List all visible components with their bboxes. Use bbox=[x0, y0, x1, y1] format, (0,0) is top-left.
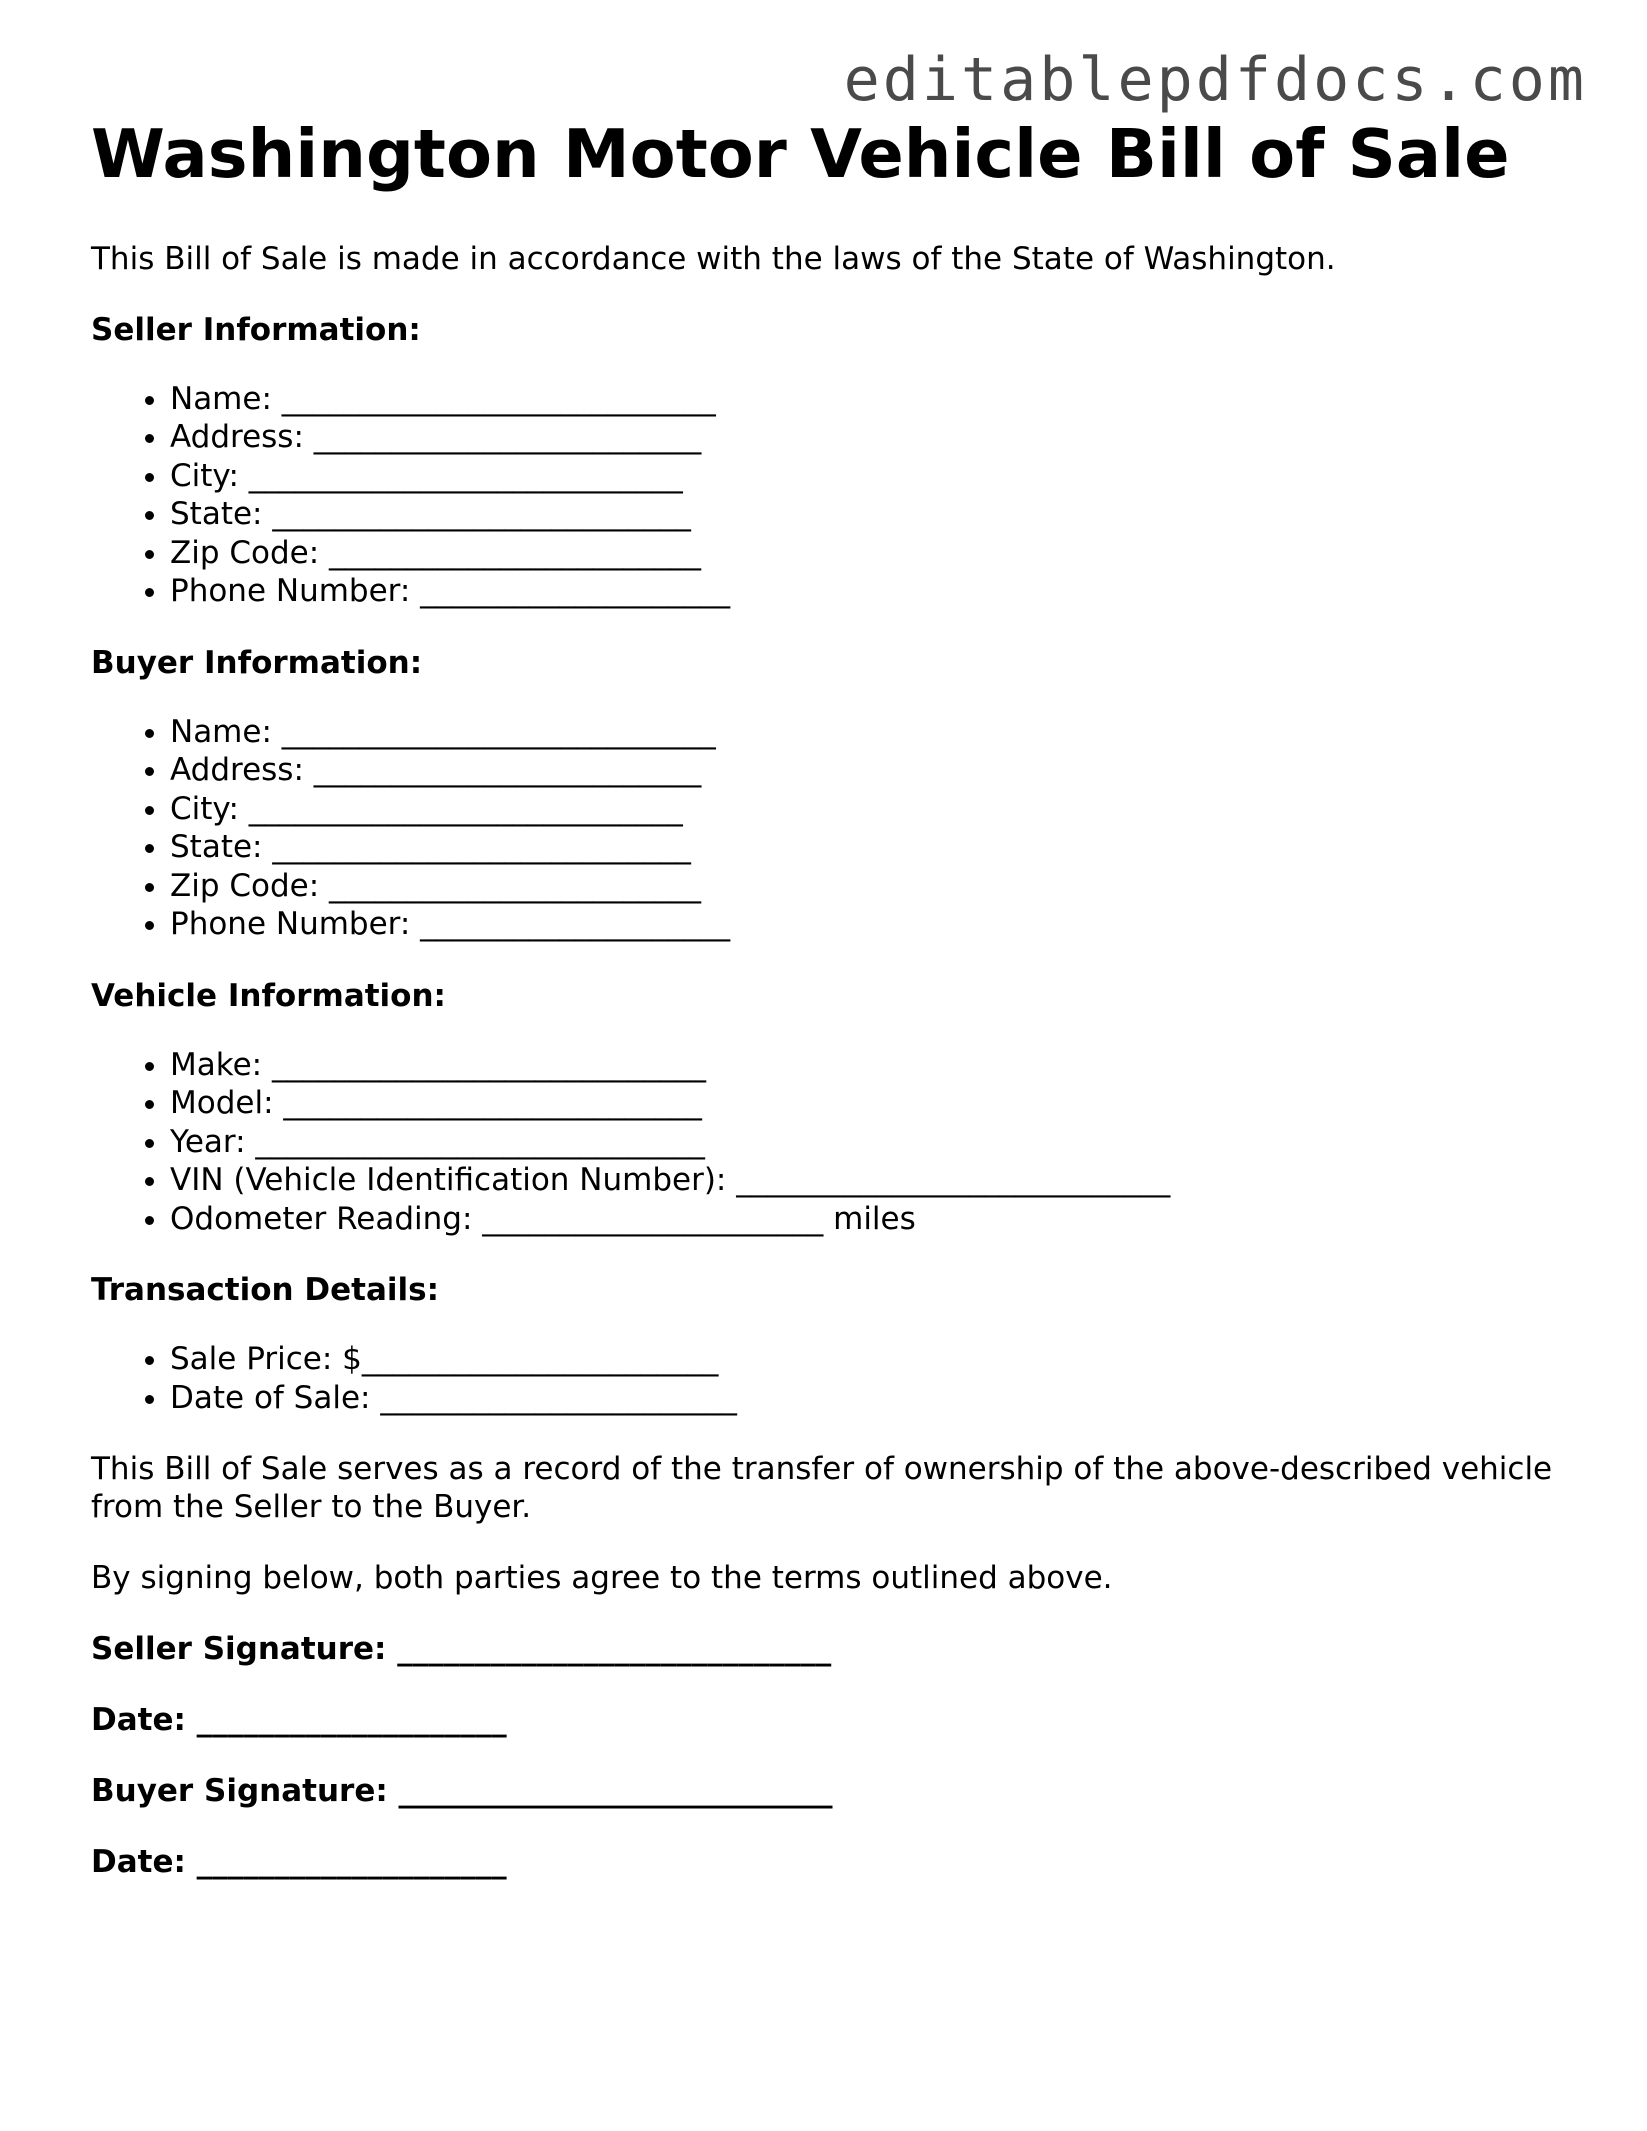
sale-date-field: • Date of Sale: _______________________ bbox=[170, 1379, 1571, 1418]
vehicle-fields-list bbox=[91, 1046, 1571, 1239]
document-page bbox=[91, 115, 1571, 1881]
buyer-zip-field: • Zip Code: ________________________ bbox=[170, 867, 1571, 906]
buyer-city-field: • City: ____________________________ bbox=[170, 790, 1571, 829]
record-statement: This Bill of Sale serves as a record of the transfer of ownership of the above-described vehicle from the Seller to the Buyer. bbox=[91, 1451, 1553, 1526]
vehicle-odometer-field: • Odometer Reading: ______________________ miles bbox=[170, 1200, 1571, 1239]
vehicle-vin-field: • VIN (Vehicle Identification Number): ____________________________ bbox=[170, 1161, 1571, 1200]
vehicle-year-field: • Year: _____________________________ bbox=[170, 1123, 1571, 1162]
buyer-name-field: • Name: ____________________________ bbox=[170, 713, 1571, 752]
buyer-address-field: • Address: _________________________ bbox=[170, 751, 1571, 790]
vehicle-model-field: • Model: ___________________________ bbox=[170, 1084, 1571, 1123]
buyer-fields-list bbox=[91, 713, 1571, 944]
seller-zip-field: • Zip Code: ________________________ bbox=[170, 534, 1571, 573]
buyer-signature-line: Buyer Signature: ____________________________ bbox=[91, 1773, 833, 1810]
transaction-heading: Transaction Details: bbox=[91, 1272, 439, 1309]
page-title: Washington Motor Vehicle Bill of Sale bbox=[91, 115, 1510, 193]
buyer-heading: Buyer Information: bbox=[91, 644, 423, 681]
agreement-statement: By signing below, both parties agree to the terms outlined above. bbox=[91, 1560, 1113, 1597]
buyer-date-line: Date: ____________________ bbox=[91, 1844, 507, 1881]
seller-signature-line: Seller Signature: ____________________________ bbox=[91, 1631, 832, 1668]
seller-date-line: Date: ____________________ bbox=[91, 1702, 507, 1739]
transaction-fields-list bbox=[91, 1340, 1571, 1417]
buyer-state-field: • State: ___________________________ bbox=[170, 828, 1571, 867]
seller-state-field: • State: ___________________________ bbox=[170, 495, 1571, 534]
watermark: editablepdfdocs.com bbox=[843, 45, 1587, 115]
buyer-phone-field: • Phone Number: ____________________ bbox=[170, 905, 1571, 944]
sale-price-field: • Sale Price: $_______________________ bbox=[170, 1340, 1571, 1379]
vehicle-make-field: • Make: ____________________________ bbox=[170, 1046, 1571, 1085]
vehicle-heading: Vehicle Information: bbox=[91, 977, 446, 1014]
seller-address-field: • Address: _________________________ bbox=[170, 418, 1571, 457]
seller-city-field: • City: ____________________________ bbox=[170, 457, 1571, 496]
seller-heading: Seller Information: bbox=[91, 311, 421, 348]
seller-fields-list bbox=[91, 380, 1571, 611]
intro-text: This Bill of Sale is made in accordance with the laws of the State of Washington. bbox=[91, 240, 1336, 277]
seller-phone-field: • Phone Number: ____________________ bbox=[170, 572, 1571, 611]
seller-name-field: • Name: ____________________________ bbox=[170, 380, 1571, 419]
